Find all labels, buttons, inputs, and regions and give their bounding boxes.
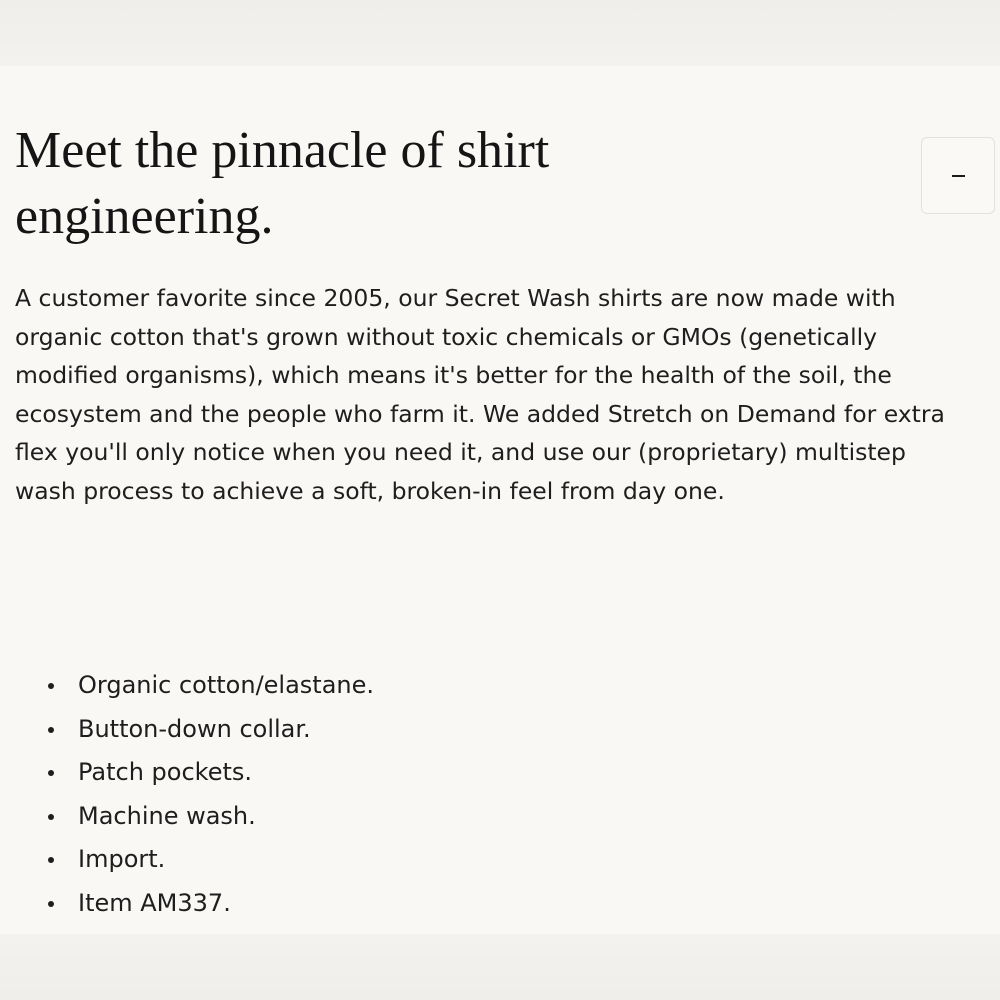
feature-item: [0, 664, 900, 708]
feature-item: [0, 751, 900, 795]
bullet-icon: [48, 683, 54, 689]
feature-text: Organic cotton/elastane.: [78, 671, 375, 699]
minus-icon: [952, 175, 965, 177]
feature-text: Patch pockets.: [78, 758, 253, 786]
feature-item: [0, 838, 900, 882]
feature-text: Machine wash.: [78, 801, 256, 830]
product-headline: Meet the pinnacle of shirt engineering.: [15, 122, 550, 245]
feature-text: Import.: [78, 845, 166, 873]
collapse-details-button[interactable]: [921, 137, 995, 214]
feature-list: [0, 664, 900, 925]
bullet-icon: [48, 727, 54, 733]
product-description: A customer favorite since 2005, our Secret Wash shirts are now made with organic cotton that's grown without toxic chemicals or GMOs (genetically modified organisms), which means it's better for the health of the soil, the ecosystem and the people who farm it. We added Stretch on Demand for extra flex you'll only notice when you need it, and use our (proprietary) multistep wash process to achieve a soft, broken-in feel from day one.: [15, 284, 945, 505]
feature-item: [0, 708, 900, 752]
top-background-band: [0, 0, 1000, 66]
bullet-icon: [48, 814, 54, 820]
bullet-icon: [48, 857, 54, 863]
bullet-icon: [48, 901, 54, 907]
feature-text: Item AM337.: [78, 888, 231, 917]
bullet-icon: [48, 770, 54, 776]
feature-item: [0, 795, 900, 839]
feature-item: [0, 882, 900, 926]
feature-text: Button-down collar.: [78, 714, 311, 743]
bottom-background-band: [0, 934, 1000, 1000]
